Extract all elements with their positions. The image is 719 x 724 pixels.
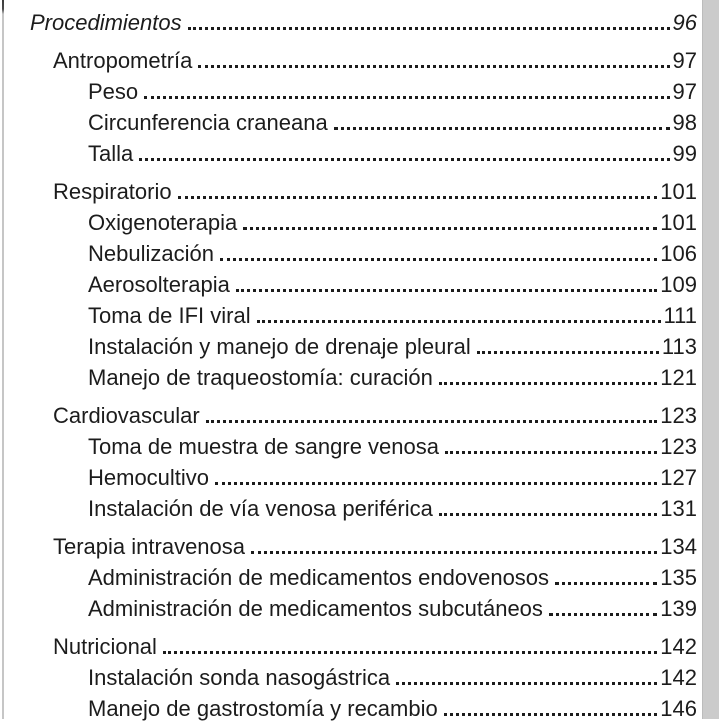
toc-entry[interactable]: [0, 238, 697, 269]
toc-entry-label: Respiratorio: [53, 179, 172, 204]
toc-entry-page: 142: [660, 665, 697, 690]
toc-entry-page: 127: [660, 465, 697, 490]
toc-entry-label: Talla: [88, 141, 134, 166]
toc-entry-label: Peso: [88, 79, 139, 104]
right-gutter: [702, 0, 719, 719]
toc-entry[interactable]: [0, 138, 697, 169]
toc-entry-page: 123: [660, 434, 697, 459]
toc-entry-label: Nutricional: [53, 634, 157, 659]
toc-leader-dots: [163, 651, 657, 654]
toc-entry-label: Toma de IFI viral: [88, 303, 251, 328]
toc-entry-label: Terapia intravenosa: [53, 534, 246, 559]
toc-leader-dots: [236, 289, 657, 292]
toc-entry-page: 139: [660, 596, 697, 621]
toc-leader-dots: [444, 713, 658, 716]
toc-entry-label: Administración de medicamentos subcutáneos: [88, 596, 543, 621]
toc-entry-label: Administración de medicamentos endovenosos: [88, 565, 550, 590]
toc-entry-page: 99: [672, 141, 697, 166]
toc-leader-dots: [477, 351, 659, 354]
toc-entry-label: Circunferencia craneana: [88, 110, 328, 135]
toc-entry-page: 131: [660, 496, 697, 521]
toc-entry[interactable]: [0, 631, 697, 662]
toc-entry[interactable]: [0, 431, 697, 462]
toc-leader-dots: [243, 227, 657, 230]
toc-leader-dots: [257, 320, 661, 323]
toc-entry-page: 113: [661, 334, 697, 359]
toc-entry[interactable]: [0, 462, 697, 493]
toc-leader-dots: [549, 613, 657, 616]
toc-entry[interactable]: [0, 400, 697, 431]
toc-entry-page: 134: [660, 534, 697, 559]
toc-entry-page: 146: [660, 696, 697, 721]
toc-entry-page: 101: [660, 179, 697, 204]
toc-entry-label: Cardiovascular: [53, 403, 200, 428]
toc-entry-label: Manejo de traqueostomía: curación: [88, 365, 433, 390]
toc-entry[interactable]: [0, 176, 697, 207]
toc-entry-page: 97: [672, 48, 697, 73]
toc-entry[interactable]: [0, 300, 697, 331]
toc-leader-dots: [220, 258, 657, 261]
toc-entry[interactable]: [0, 76, 697, 107]
toc-entry-label: Aerosolterapia: [88, 272, 230, 297]
toc-entry[interactable]: [0, 493, 697, 524]
toc-entry-page: 121: [660, 365, 697, 390]
toc-entry-page: 97: [672, 79, 697, 104]
toc-entry[interactable]: [0, 362, 697, 393]
toc-entry-label: Nebulización: [88, 241, 214, 266]
toc-leader-dots: [215, 482, 657, 485]
toc-entry-page: 123: [660, 403, 697, 428]
toc-entry-label: Instalación y manejo de drenaje pleural: [88, 334, 471, 359]
toc-leader-dots: [178, 196, 658, 199]
toc-leader-dots: [251, 551, 657, 554]
toc-entry-label: Oxigenoterapia: [88, 210, 238, 235]
toc-entry[interactable]: [0, 331, 697, 362]
toc-entry[interactable]: [0, 562, 697, 593]
toc-leader-dots: [144, 96, 669, 99]
toc-leader-dots: [439, 513, 657, 516]
toc-entry[interactable]: [0, 45, 697, 76]
toc-entry-page: 142: [660, 634, 697, 659]
toc-leader-dots: [139, 158, 669, 161]
toc-leader-dots: [445, 451, 657, 454]
toc-entry-label: Instalación de vía venosa periférica: [88, 496, 433, 521]
toc-entry[interactable]: [0, 7, 697, 38]
toc-entry[interactable]: [0, 531, 697, 562]
toc-entry-label: Hemocultivo: [88, 465, 210, 490]
toc-entry-label: Instalación sonda nasogástrica: [88, 665, 391, 690]
toc-leader-dots: [188, 27, 670, 30]
toc-entry-page: 106: [660, 241, 697, 266]
toc-entry-page: 109: [660, 272, 697, 297]
toc-entry[interactable]: [0, 107, 697, 138]
table-of-contents: [0, 7, 697, 724]
toc-entry-page: 98: [672, 110, 697, 135]
toc-entry-label: Toma de muestra de sangre venosa: [88, 434, 439, 459]
toc-leader-dots: [198, 65, 669, 68]
toc-entry[interactable]: [0, 662, 697, 693]
toc-leader-dots: [555, 582, 657, 585]
toc-entry-page: 135: [660, 565, 697, 590]
toc-entry[interactable]: [0, 693, 697, 724]
toc-leader-dots: [334, 127, 670, 130]
toc-entry[interactable]: [0, 593, 697, 624]
toc-entry-label: Antropometría: [53, 48, 193, 73]
toc-entry-label: Procedimientos: [30, 10, 182, 35]
toc-entry-page: 96: [672, 10, 697, 35]
toc-entry-page: 101: [660, 210, 697, 235]
toc-leader-dots: [396, 682, 657, 685]
toc-entry-label: Manejo de gastrostomía y recambio: [88, 696, 438, 721]
toc-entry[interactable]: [0, 269, 697, 300]
toc-leader-dots: [206, 420, 658, 423]
toc-leader-dots: [439, 382, 657, 385]
toc-entry[interactable]: [0, 207, 697, 238]
toc-entry-page: 111: [663, 303, 697, 328]
